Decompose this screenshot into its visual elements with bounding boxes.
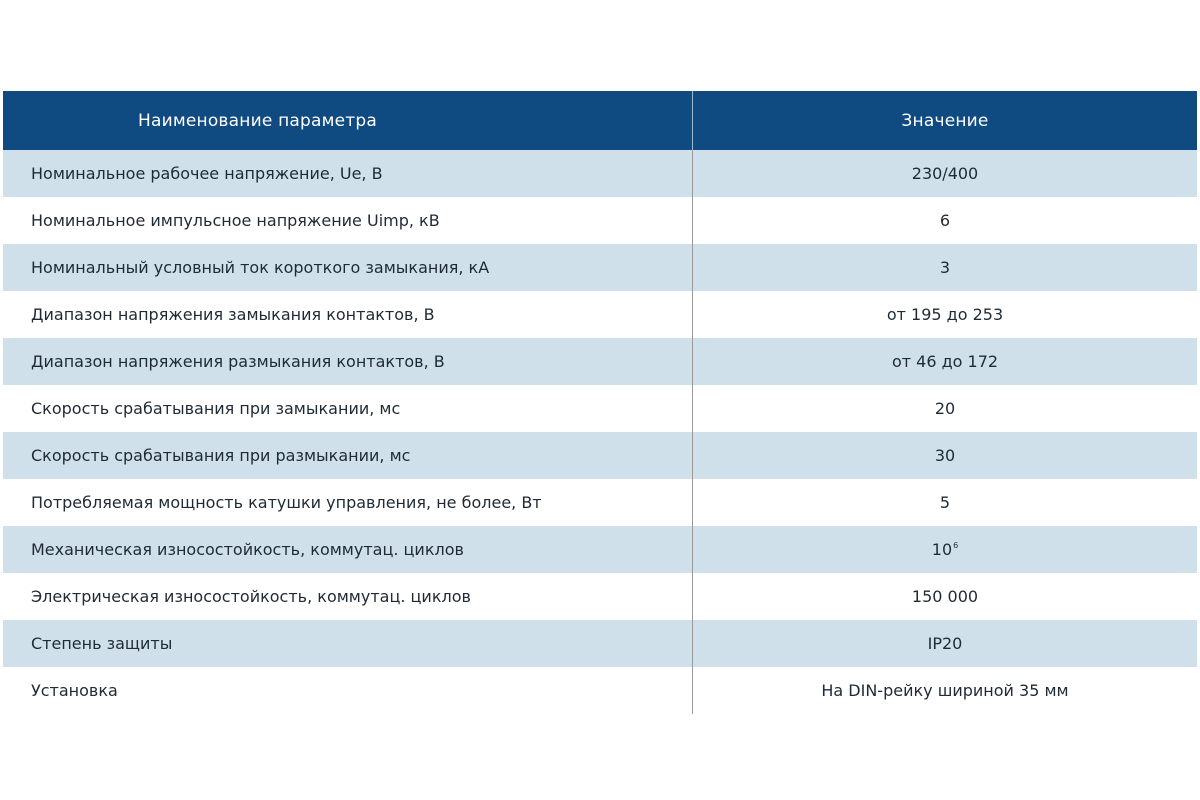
value-text: 3	[939, 258, 951, 277]
table-row	[3, 432, 1197, 479]
value-text: IP20	[927, 634, 963, 653]
table-header	[3, 91, 1197, 150]
value-text: 20	[934, 399, 956, 418]
table-row	[3, 573, 1197, 620]
value-cell	[693, 197, 1197, 244]
value-cell	[693, 385, 1197, 432]
table-row	[3, 620, 1197, 667]
value-text: 10	[931, 540, 953, 559]
param-cell: Механическая износостойкость, коммутац. циклов	[3, 526, 693, 573]
table-row	[3, 526, 1197, 573]
table-row	[3, 244, 1197, 291]
value-superscript: 6	[953, 541, 959, 550]
table-row	[3, 479, 1197, 526]
value-text: 230/400	[911, 164, 979, 183]
value-text: от 195 до 253	[886, 305, 1004, 324]
param-cell: Диапазон напряжения размыкания контактов, В	[3, 338, 693, 385]
value-cell	[693, 338, 1197, 385]
value-cell	[693, 667, 1197, 714]
value-cell	[693, 573, 1197, 620]
param-cell: Потребляемая мощность катушки управления, не более, Вт	[3, 479, 693, 526]
value-cell	[693, 620, 1197, 667]
table-row	[3, 385, 1197, 432]
spec-table	[3, 91, 1197, 714]
value-text: от 46 до 172	[891, 352, 999, 371]
value-cell	[693, 479, 1197, 526]
table-row	[3, 291, 1197, 338]
table-row	[3, 338, 1197, 385]
value-cell	[693, 291, 1197, 338]
value-text: 5	[939, 493, 951, 512]
value-text: 6	[939, 211, 951, 230]
param-cell: Номинальное рабочее напряжение, Ue, В	[3, 150, 693, 197]
param-cell: Номинальное импульсное напряжение Uimp, кВ	[3, 197, 693, 244]
param-cell: Степень защиты	[3, 620, 693, 667]
table-body	[3, 150, 1197, 714]
param-cell: Номинальный условный ток короткого замыкания, кА	[3, 244, 693, 291]
param-cell: Скорость срабатывания при размыкании, мс	[3, 432, 693, 479]
value-cell	[693, 432, 1197, 479]
value-text: 30	[934, 446, 956, 465]
table-row	[3, 197, 1197, 244]
param-cell: Установка	[3, 667, 693, 714]
value-text: 150 000	[911, 587, 979, 606]
table-row	[3, 667, 1197, 714]
value-cell	[693, 244, 1197, 291]
param-cell: Скорость срабатывания при замыкании, мс	[3, 385, 693, 432]
param-cell: Электрическая износостойкость, коммутац. циклов	[3, 573, 693, 620]
header-param: Наименование параметра	[3, 91, 693, 150]
header-value: Значение	[901, 110, 989, 131]
value-cell	[693, 526, 1197, 573]
value-text: На DIN-рейку шириной 35 мм	[821, 681, 1069, 700]
value-cell	[693, 150, 1197, 197]
table-row	[3, 150, 1197, 197]
param-cell: Диапазон напряжения замыкания контактов, В	[3, 291, 693, 338]
